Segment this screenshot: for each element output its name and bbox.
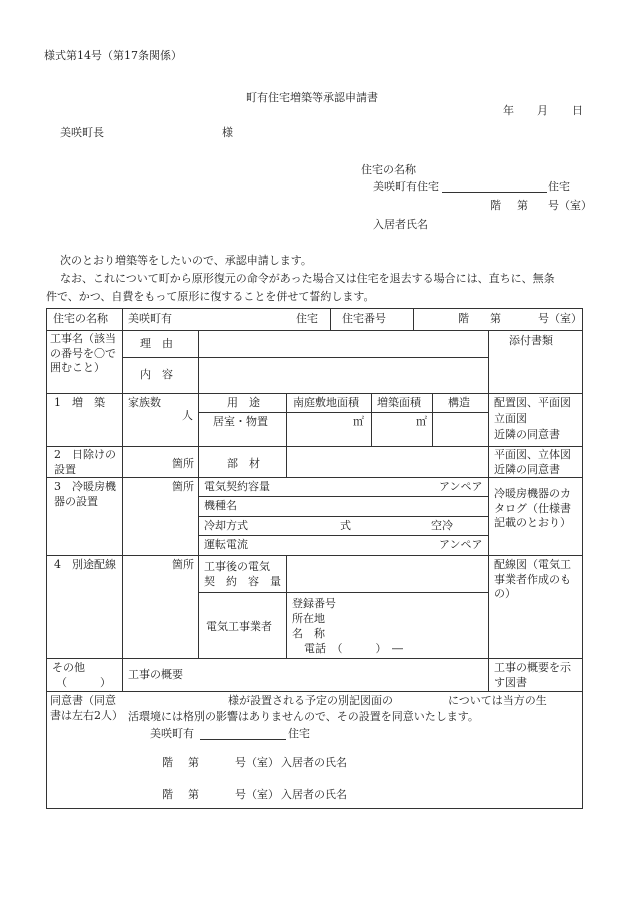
date-day: 日 [572,104,583,117]
consent-housing-underline [200,739,286,740]
consent-label: 同意書（同意書は左右2人） [50,694,123,722]
number-label: 第 [517,199,528,212]
family-label: 家族数 [128,396,161,409]
housing-town: 美咲町有 [128,312,172,325]
sec2-attach-2: 近隣の同意書 [494,463,560,476]
consent-resident-2: 入居者の氏名 [281,788,347,801]
sec2-label: 2 日除けの設置 [54,448,116,476]
use-label: 用 途 [227,396,260,409]
sec4-place: 箇所 [172,558,194,571]
row1-dai: 第 [490,312,501,325]
structure-label: 構造 [448,396,470,409]
current-label: 運転電流 [204,538,248,551]
housing-number-label: 住宅番号 [342,312,386,325]
document-title: 町有住宅増築等承認申請書 [246,91,378,104]
sec4-attach: 配線図（電気工事業者作成のもの） [494,558,571,600]
after-label-1: 工事後の電気 [204,560,270,573]
kouji-label: 工事名（該当の番号を〇で囲むこと） [50,332,116,374]
consent-floor-1: 階 [162,756,173,769]
name-label: 名 称 [292,627,325,640]
resident-label: 入居者氏名 [373,218,428,231]
attachments-label: 添付書類 [509,334,553,347]
sec4-label: 4 別途配線 [54,558,116,571]
phone-label: 電話 （ ） ― [304,642,403,655]
material-label: 部 材 [227,457,260,470]
after-label-2: 契 約 容 量 [204,575,281,588]
shiki: 式 [340,519,351,532]
other-paren: （ ） [56,676,111,689]
contractor-label: 電気工事業者 [206,620,272,633]
contract-label: 電気契約容量 [204,480,270,493]
housing-suffix: 住宅 [548,180,570,193]
consent-resident-1: 入居者の氏名 [281,756,347,769]
row1-room: 号（室） [538,312,582,325]
consent-text-2: 活環境には格別の影響はありませんので、その設置を同意いたします。 [128,710,479,723]
other-attach: 工事の概要を示す図書 [494,661,571,689]
sec3-label: 3 冷暖房機器の設置 [54,480,116,508]
intro-line2: なお、これについて町から原形復元の命令があった場合又は住宅を退去する場合には、直ちに、無条 [60,272,555,285]
room-label: 号（室） [548,199,592,212]
reason-label: 理 由 [140,337,173,350]
intro-line1: 次のとおり増築等をしたいので、承認申請します。 [60,254,312,267]
content-label: 内 容 [140,368,173,381]
consent-jutaku: 住宅 [288,727,310,740]
garden-label: 南庭敷地面積 [293,396,359,409]
sec2-attach-1: 平面図、立体図 [494,448,571,461]
consent-floor-2: 階 [162,788,173,801]
consent-town: 美咲町有 [150,727,194,740]
housing-name-cell-label: 住宅の名称 [53,312,108,325]
consent-dai-2: 第 [188,788,199,801]
person-unit: 人 [182,409,193,422]
other-label: その他 [52,661,85,674]
date-year: 年 [503,104,514,117]
consent-text-1: 様が設置される予定の別記図面の については当方の生 [228,694,547,707]
form-number: 様式第14号（第17条関係） [44,49,182,62]
date-month: 月 [537,104,548,117]
sec3-attach: 冷暖房機器のカタログ（仕様書記載のとおり） [494,487,571,529]
housing-name-underline [442,192,547,193]
room-use: 居室・物置 [213,415,268,428]
sec1-attach-3: 近隣の同意書 [494,428,560,441]
sec1-attach-2: 立面図 [494,412,527,425]
sec1-attach-1: 配置図、平面図 [494,396,571,409]
ampere-2: アンペア [439,538,483,551]
addressee-honorific: 様 [222,126,233,139]
row1-floor: 階 [458,312,469,325]
sec3-place: 箇所 [172,480,194,493]
cooling-label: 冷却方式 [204,519,248,532]
summary-label: 工事の概要 [128,668,183,681]
housing-prefix: 美咲町有住宅 [373,180,439,193]
housing-jutaku: 住宅 [296,312,318,325]
consent-room-2: 号（室） [235,788,279,801]
addressee-name: 美咲町長 [60,126,104,139]
addr-label: 所在地 [292,612,325,625]
consent-dai-1: 第 [188,756,199,769]
kuurei: 空冷 [431,519,453,532]
area-label: 増築面積 [377,396,421,409]
floor-label: 階 [490,199,501,212]
unit-area: ㎡ [416,415,427,428]
ampere-1: アンペア [439,480,483,493]
unit-garden: ㎡ [353,415,364,428]
reg-label: 登録番号 [292,597,336,610]
model-label: 機種名 [204,499,237,512]
housing-name-label: 住宅の名称 [361,163,416,176]
intro-line3: 件で、かつ、自費をもって原形に復することを併せて誓約します。 [46,290,375,303]
consent-room-1: 号（室） [235,756,279,769]
sec1-label: 1 増 築 [54,396,105,409]
sec2-place: 箇所 [172,457,194,470]
